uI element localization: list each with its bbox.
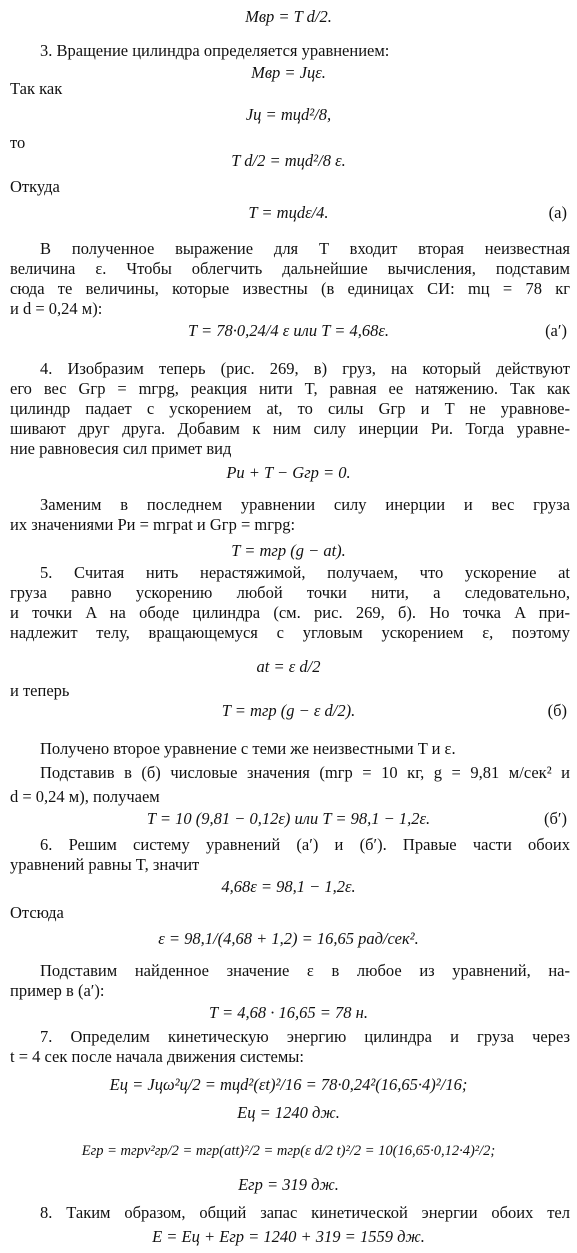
para-4-line-2: груза равно ускорению любой точки нити, а следовательно,: [10, 583, 570, 602]
para-4-line-4: надлежит телу, вращающемуся с угловым ускорением ε, поэтому: [10, 623, 570, 642]
eq-label-b-prime: (б′): [544, 809, 567, 828]
eq-a: T = mцdε/4.: [248, 203, 329, 222]
text-otkuda: Откуда: [10, 177, 60, 196]
eq-a-prime: T = 78·0,24/4 ε или T = 4,68ε.: [188, 321, 389, 340]
para-2-line-3: цилиндр падает с ускорением at, то силы Gгр и T не уравнове-: [10, 399, 570, 418]
para-9-line-2: t = 4 сек после начала движения системы:: [10, 1047, 304, 1066]
para-1-line-1: В полученное выражение для T входит вторая неизвестная: [40, 239, 570, 258]
para-2-line-4: шивают друг друга. Добавим к ним силу инерции Pи. Тогда уравне-: [10, 419, 570, 438]
eq-label-a-prime: (a′): [545, 321, 567, 340]
eq-epsilon: ε = 98,1/(4,68 + 1,2) = 16,65 рад/сек².: [158, 929, 419, 948]
para-8-line-1: Подставим найденное значение ε в любое из уравнений, на-: [40, 961, 570, 980]
eq-system: 4,68ε = 98,1 − 1,2ε.: [221, 877, 356, 896]
para-6-line-1: Подставив в (б) числовые значения (mгр = 10 кг, g = 9,81 м/сек² и: [40, 763, 570, 782]
text-i-teper: и теперь: [10, 681, 70, 700]
para-1-line-4: и d = 0,24 м):: [10, 299, 103, 318]
para-9-line-1: 7. Определим кинетическую энергию цилиндра и груза через: [40, 1027, 570, 1046]
eq-substitution: T d/2 = mцd²/8 ε.: [231, 151, 346, 170]
para-1-line-3: сюда те величины, которые известны (в единицах СИ: mц = 78 кг: [10, 279, 570, 298]
eq-E-load: Eгр = mгрv²гр/2 = mгр(att)²/2 = mгр(ε d/2 t)²/2 = 10(16,65·0,12·4)²/2;: [81, 1143, 496, 1159]
para-5: Получено второе уравнение с теми же неизвестными T и ε.: [40, 739, 456, 758]
eq-balance: Pи + T − Gгр = 0.: [226, 463, 351, 482]
para-7-line-2: уравнений равны T, значит: [10, 855, 200, 874]
text-to: то: [10, 133, 26, 152]
para-8-line-2: пример в (a′):: [10, 981, 105, 1000]
eq-inertia: Jц = mцd²/8,: [245, 105, 332, 124]
text-otsyuda: Отсюда: [10, 903, 64, 922]
eq-moment: Mвр = T d/2.: [245, 7, 332, 26]
eq-tangential-accel: at = ε d/2: [256, 657, 321, 676]
eq-b-prime: T = 10 (9,81 − 0,12ε) или T = 98,1 − 1,2ε.: [146, 809, 431, 828]
para-7-line-1: 6. Решим систему уравнений (a′) и (б′). Правые части обоих: [40, 835, 570, 854]
para-2-line-1: 4. Изобразим теперь (рис. 269, в) груз, на который действуют: [40, 359, 570, 378]
para-2-line-5: ние равновесия сил примет вид: [10, 439, 232, 458]
eq-label-a: (a): [548, 203, 567, 222]
eq-rotation: Mвр = Jцε.: [251, 63, 326, 82]
eq-tension: T = mгр (g − at).: [231, 541, 346, 560]
eq-E-cyl-value: Eц = 1240 дж.: [237, 1103, 340, 1122]
eq-E-total: E = Eц + Eгр = 1240 + 319 = 1559 дж.: [152, 1227, 425, 1246]
eq-b: T = mгр (g − ε d/2).: [221, 701, 356, 720]
text-tak-kak: Так как: [10, 79, 63, 98]
para-3-line-2: их значениями Pи = mгрat и Gгр = mгрg:: [10, 515, 296, 534]
para-1-line-2: величина ε. Чтобы облегчить дальнейшие вычисления, подставим: [10, 259, 570, 278]
para-6-line-2: d = 0,24 м), получаем: [10, 787, 160, 806]
eq-E-cyl: Eц = Jцω²ц/2 = mцd²(εt)²/16 = 78·0,24²(16,65·4)²/16;: [109, 1075, 468, 1094]
para-2-line-2: его вес Gгр = mгрg, реакция нити T, равная ее натяжению. Так как: [10, 379, 570, 398]
para-4-line-3: и точки A на ободе цилиндра (см. рис. 269, б). Но точка A при-: [10, 603, 570, 622]
eq-T-value: T = 4,68 · 16,65 = 78 н.: [209, 1003, 368, 1022]
step-3: 3. Вращение цилиндра определяется уравнением:: [40, 41, 390, 60]
para-3-line-1: Заменим в последнем уравнении силу инерции и вес груза: [40, 495, 570, 514]
eq-label-b: (б): [547, 701, 567, 720]
para-4-line-1: 5. Считая нить нерастяжимой, получаем, что ускорение at: [40, 563, 570, 582]
eq-E-load-value: Eгр = 319 дж.: [238, 1175, 339, 1194]
para-10: 8. Таким образом, общий запас кинетической энергии обоих тел: [40, 1203, 570, 1222]
